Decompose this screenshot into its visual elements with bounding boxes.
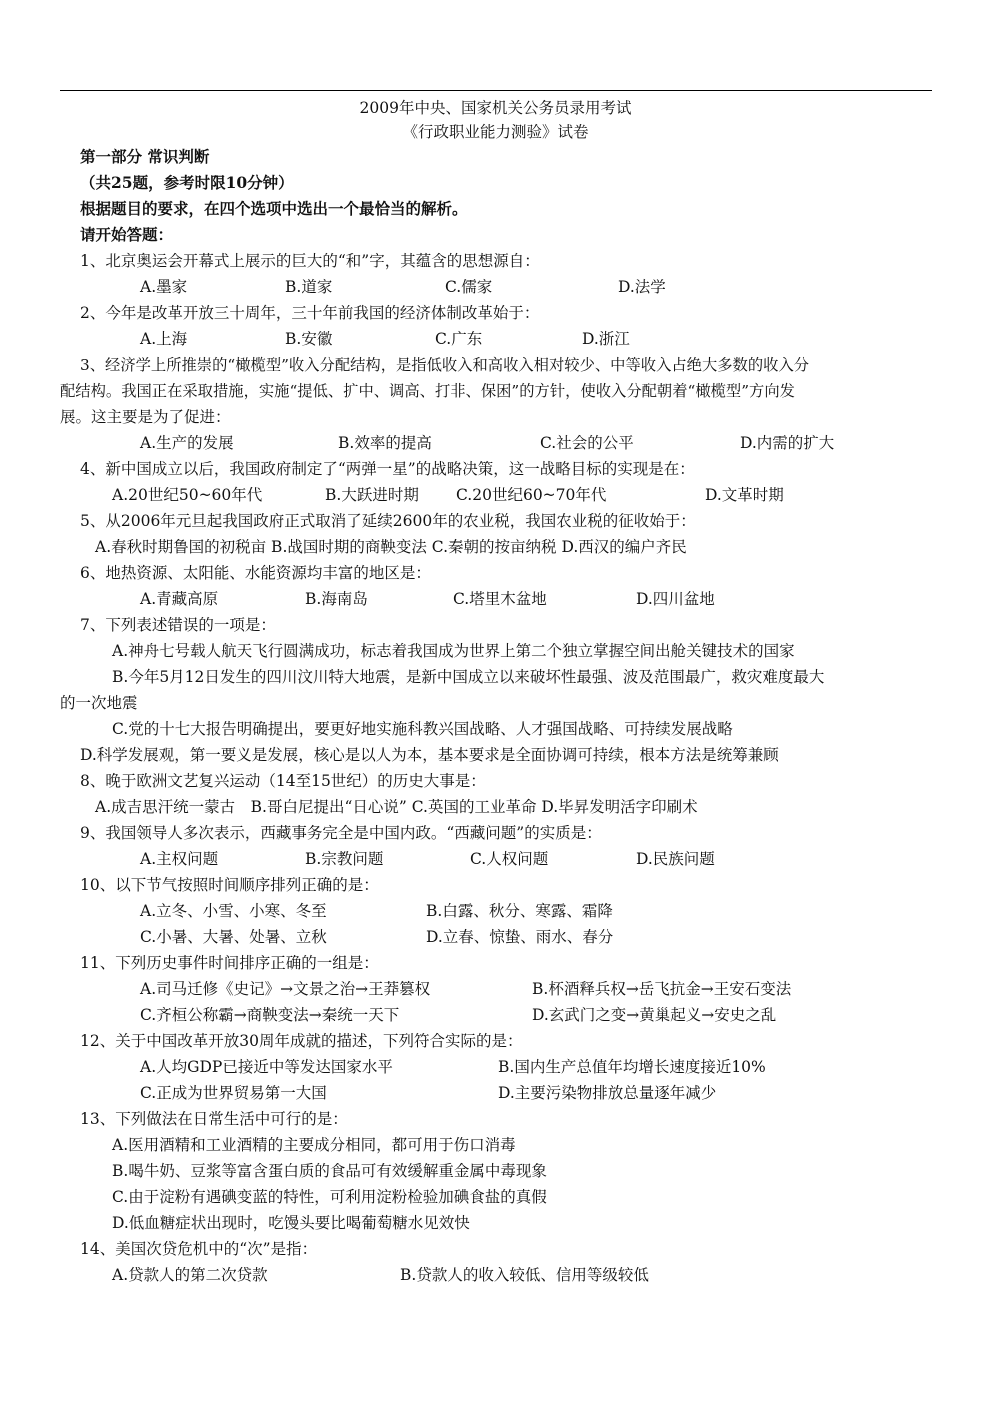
q14-option-b: B.贷款人的收入较低、信用等级较低 xyxy=(400,1266,649,1284)
q6-option-a: A.青藏高原 xyxy=(140,590,219,608)
question-10-stem: 10、以下节气按照时间顺序排列正确的是： xyxy=(80,876,379,894)
q2-option-c: C.广东 xyxy=(435,330,483,348)
q13-option-c: C.由于淀粉有遇碘变蓝的特性，可利用淀粉检验加碘食盐的真假 xyxy=(112,1188,547,1206)
q10-option-b: B.白露、秋分、寒露、霜降 xyxy=(426,902,613,920)
q4-option-c: C.20世纪60~70年代 xyxy=(456,486,607,504)
q11-option-b: B.杯酒释兵权→岳飞抗金→王安石变法 xyxy=(532,980,792,998)
q9-option-c: C.人权问题 xyxy=(470,850,549,868)
section-start: 请开始答题： xyxy=(80,225,174,244)
q7-option-b-line-1: B.今年5月12日发生的四川汶川特大地震，是新中国成立以来破坏性最强、波及范围最广，救灾难度最大 xyxy=(112,668,825,686)
question-6-stem: 6、地热资源、太阳能、水能资源均丰富的地区是： xyxy=(80,564,431,582)
question-11-stem: 11、下列历史事件时间排序正确的一组是： xyxy=(80,954,379,972)
q9-option-d: D.民族问题 xyxy=(636,850,715,868)
q6-option-c: C.塔里木盆地 xyxy=(453,590,547,608)
q12-option-d: D.主要污染物排放总量逐年减少 xyxy=(498,1084,717,1102)
q9-option-a: A.主权问题 xyxy=(140,850,219,868)
q3-option-b: B.效率的提高 xyxy=(338,434,432,452)
q11-option-c: C.齐桓公称霸→商鞅变法→秦统一天下 xyxy=(140,1006,400,1024)
section-count-time: （共25题，参考时限10分钟） xyxy=(80,173,294,192)
question-3-stem-line-1: 3、经济学上所推崇的“橄榄型”收入分配结构，是指低收入和高收入相对较少、中等收入占绝大多数的收入分 xyxy=(80,356,810,374)
section-instruction: 根据题目的要求，在四个选项中选出一个最恰当的解析。 xyxy=(80,199,468,218)
q7-option-d: D.科学发展观，第一要义是发展，核心是以人为本，基本要求是全面协调可持续，根本方法是统筹兼顾 xyxy=(80,746,779,764)
question-3-stem-line-2: 配结构。我国正在采取措施，实施“提低、扩中、调高、打非、保困”的方针，使收入分配朝着“橄榄型”方向发 xyxy=(60,382,795,400)
q8-options: A.成吉思汗统一蒙古 B.哥白尼提出“日心说” C.英国的工业革命 D.毕昇发明活字印刷术 xyxy=(95,798,698,816)
section-part-heading: 第一部分 常识判断 xyxy=(80,147,210,166)
q13-option-b: B.喝牛奶、豆浆等富含蛋白质的食品可有效缓解重金属中毒现象 xyxy=(112,1162,547,1180)
question-8-stem: 8、晚于欧洲文艺复兴运动（14至15世纪）的历史大事是： xyxy=(80,772,486,790)
question-9-stem: 9、我国领导人多次表示，西藏事务完全是中国内政。“西藏问题”的实质是： xyxy=(80,824,602,842)
q5-options: A.春秋时期鲁国的初税亩 B.战国时期的商鞅变法 C.秦朝的按亩纳税 D.西汉的编户齐民 xyxy=(95,538,687,556)
q2-option-d: D.浙江 xyxy=(582,330,630,348)
q11-option-d: D.玄武门之变→黄巢起义→安史之乱 xyxy=(532,1006,777,1024)
header-rule xyxy=(60,90,932,91)
q10-option-d: D.立春、惊蛰、雨水、春分 xyxy=(426,928,614,946)
q1-option-a: A.墨家 xyxy=(140,278,188,296)
exam-subtitle: 《行政职业能力测验》试卷 xyxy=(402,123,589,141)
question-12-stem: 12、关于中国改革开放30周年成就的描述，下列符合实际的是： xyxy=(80,1032,523,1050)
question-1-stem: 1、北京奥运会开幕式上展示的巨大的“和”字，其蕴含的思想源自： xyxy=(80,252,540,270)
q6-option-b: B.海南岛 xyxy=(305,590,368,608)
q10-option-c: C.小暑、大暑、处暑、立秋 xyxy=(140,928,327,946)
q10-option-a: A.立冬、小雪、小寒、冬至 xyxy=(140,902,327,920)
q7-option-b-line-2: 的一次地震 xyxy=(60,694,138,712)
q1-option-b: B.道家 xyxy=(285,278,333,296)
q3-option-a: A.生产的发展 xyxy=(140,434,234,452)
question-5-stem: 5、从2006年元旦起我国政府正式取消了延续2600年的农业税，我国农业税的征收始于： xyxy=(80,512,696,530)
question-14-stem: 14、美国次贷危机中的“次”是指： xyxy=(80,1240,318,1258)
q4-option-b: B.大跃进时期 xyxy=(325,486,419,504)
q13-option-d: D.低血糖症状出现时，吃馒头要比喝葡萄糖水见效快 xyxy=(112,1214,470,1232)
q12-option-b: B.国内生产总值年均增长速度接近10% xyxy=(498,1058,766,1076)
q2-option-b: B.安徽 xyxy=(285,330,333,348)
question-13-stem: 13、下列做法在日常生活中可行的是： xyxy=(80,1110,348,1128)
q13-option-a: A.医用酒精和工业酒精的主要成分相同，都可用于伤口消毒 xyxy=(112,1136,516,1154)
q4-option-a: A.20世纪50~60年代 xyxy=(112,486,263,504)
q9-option-b: B.宗教问题 xyxy=(305,850,384,868)
q4-option-d: D.文革时期 xyxy=(705,486,784,504)
q1-option-c: C.儒家 xyxy=(445,278,493,296)
q7-option-a: A.神舟七号载人航天飞行圆满成功，标志着我国成为世界上第二个独立掌握空间出舱关键技术的国家 xyxy=(112,642,795,660)
q11-option-a: A.司马迁修《史记》→文景之治→王莽篡权 xyxy=(140,980,431,998)
q12-option-a: A.人均GDP已接近中等发达国家水平 xyxy=(140,1058,393,1076)
q12-option-c: C.正成为世界贸易第一大国 xyxy=(140,1084,327,1102)
q1-option-d: D.法学 xyxy=(618,278,666,296)
q14-option-a: A.贷款人的第二次贷款 xyxy=(112,1266,268,1284)
exam-title: 2009年中央、国家机关公务员录用考试 xyxy=(359,99,632,117)
q3-option-d: D.内需的扩大 xyxy=(740,434,835,452)
question-2-stem: 2、今年是改革开放三十周年，三十年前我国的经济体制改革始于： xyxy=(80,304,540,322)
q6-option-d: D.四川盆地 xyxy=(636,590,715,608)
q7-option-c: C.党的十七大报告明确提出，要更好地实施科教兴国战略、人才强国战略、可持续发展战略 xyxy=(112,720,733,738)
q2-option-a: A.上海 xyxy=(140,330,188,348)
q3-option-c: C.社会的公平 xyxy=(540,434,634,452)
question-7-stem: 7、下列表述错误的一项是： xyxy=(80,616,276,634)
question-4-stem: 4、新中国成立以后，我国政府制定了“两弹一星”的战略决策，这一战略目标的实现是在： xyxy=(80,460,695,478)
question-3-stem-line-3: 展。这主要是为了促进： xyxy=(60,408,231,426)
